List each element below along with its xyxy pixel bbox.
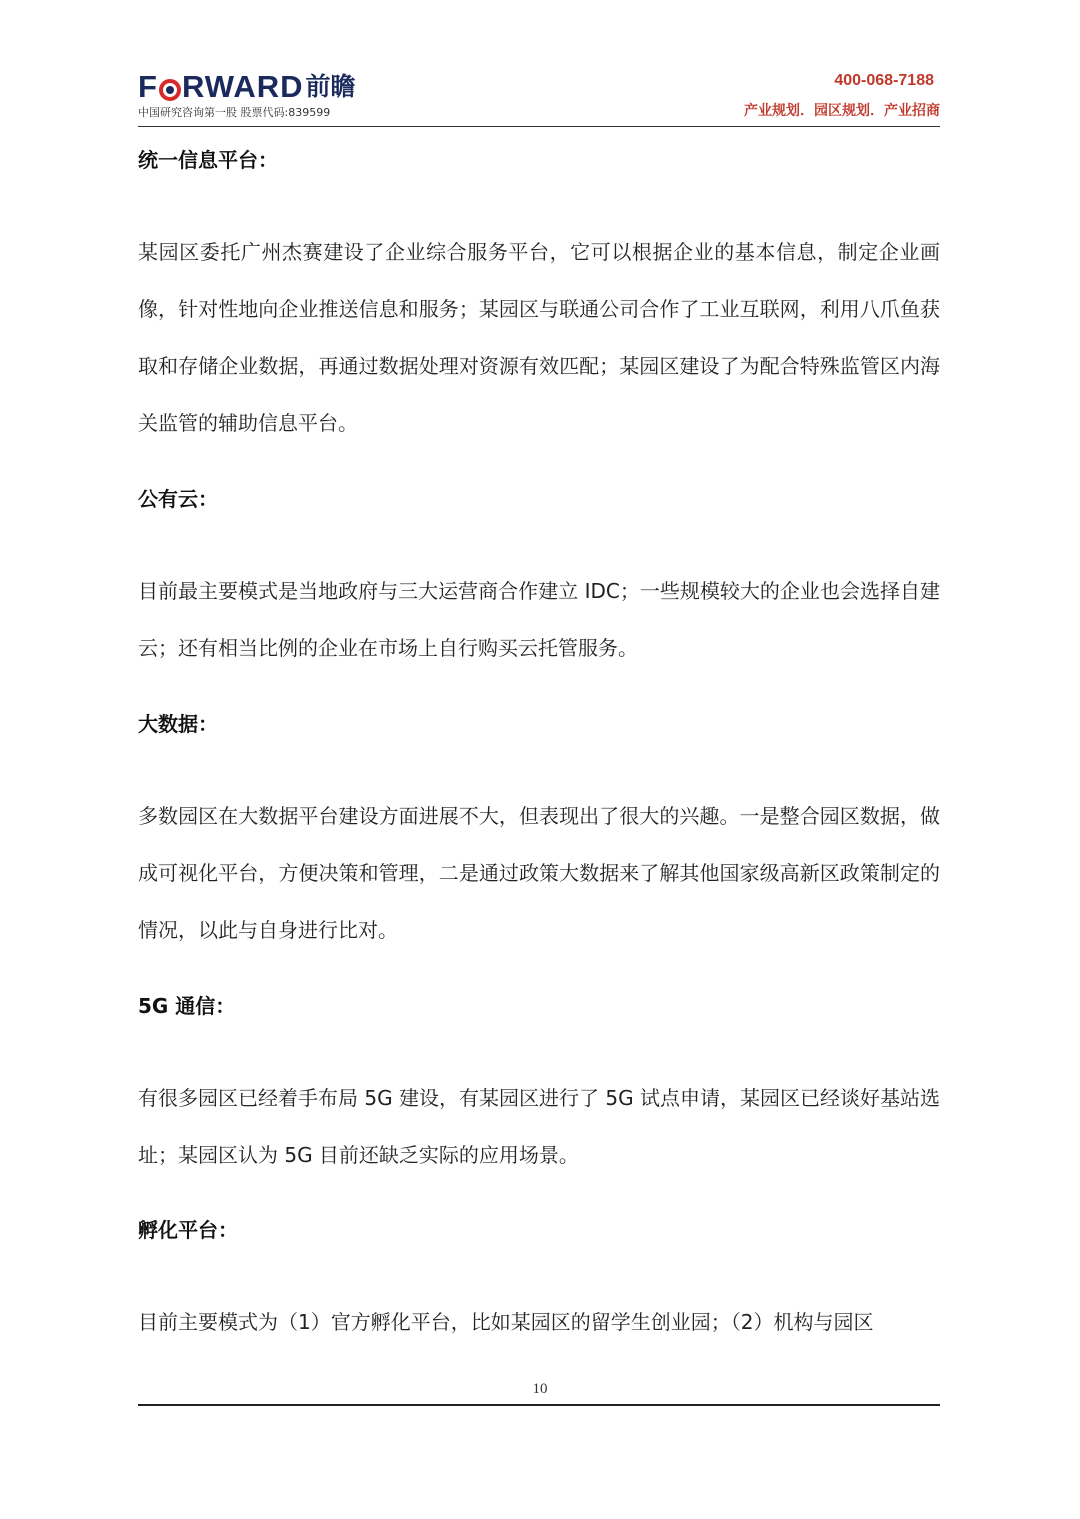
section-heading: 5G 通信： xyxy=(138,994,236,1018)
footer-divider xyxy=(138,1404,940,1406)
section-heading: 孵化平台： xyxy=(138,1218,238,1242)
section-unified-info-platform xyxy=(138,140,940,452)
section-heading: 公有云： xyxy=(138,487,218,511)
section-paragraph: 目前最主要模式是当地政府与三大运营商合作建立 IDC；一些规模较大的企业也会选择自建云；还有相当比例的企业在市场上自行购买云托管服务。 xyxy=(138,579,940,660)
logo-wordmark: RWARD xyxy=(181,69,304,104)
page-number: 10 xyxy=(532,1381,548,1397)
page-header xyxy=(138,60,940,130)
section-heading: 统一信息平台： xyxy=(138,148,278,172)
section-incubation xyxy=(138,1210,940,1351)
company-tagline: 中国研究咨询第一股 股票代码:839599 xyxy=(138,106,331,119)
forward-logo xyxy=(138,70,356,104)
section-big-data xyxy=(138,704,940,959)
section-heading: 大数据： xyxy=(138,712,218,736)
section-paragraph: 某园区委托广州杰赛建设了企业综合服务平台，它可以根据企业的基本信息，制定企业画像，针对性地向企业推送信息和服务；某园区与联通公司合作了工业互联网，利用八爪鱼获取和存储企业数据，再通过数据处理对资源有效匹配；某园区建设了为配合特殊监管区内海关监管的辅助信息平台。 xyxy=(138,240,940,435)
logo-target-icon xyxy=(159,79,181,101)
services-list: 产业规划．园区规划．产业招商 xyxy=(744,103,940,119)
section-5g xyxy=(138,986,940,1184)
section-paragraph: 目前主要模式为（1）官方孵化平台，比如某园区的留学生创业园；（2）机构与园区 xyxy=(138,1310,874,1334)
header-divider xyxy=(138,126,940,127)
section-public-cloud xyxy=(138,479,940,677)
logo-chinese-name: 前瞻 xyxy=(305,72,356,101)
phone-number: 400-068-7188 xyxy=(834,72,934,89)
section-paragraph: 有很多园区已经着手布局 5G 建设，有某园区进行了 5G 试点申请，某园区已经谈好基站选址；某园区认为 5G 目前还缺乏实际的应用场景。 xyxy=(138,1086,940,1167)
section-paragraph: 多数园区在大数据平台建设方面进展不大，但表现出了很大的兴趣。一是整合园区数据，做成可视化平台，方便决策和管理，二是通过政策大数据来了解其他国家级高新区政策制定的情况，以此与自身进行比对。 xyxy=(138,804,940,942)
logo-letter-f: F xyxy=(138,69,158,104)
